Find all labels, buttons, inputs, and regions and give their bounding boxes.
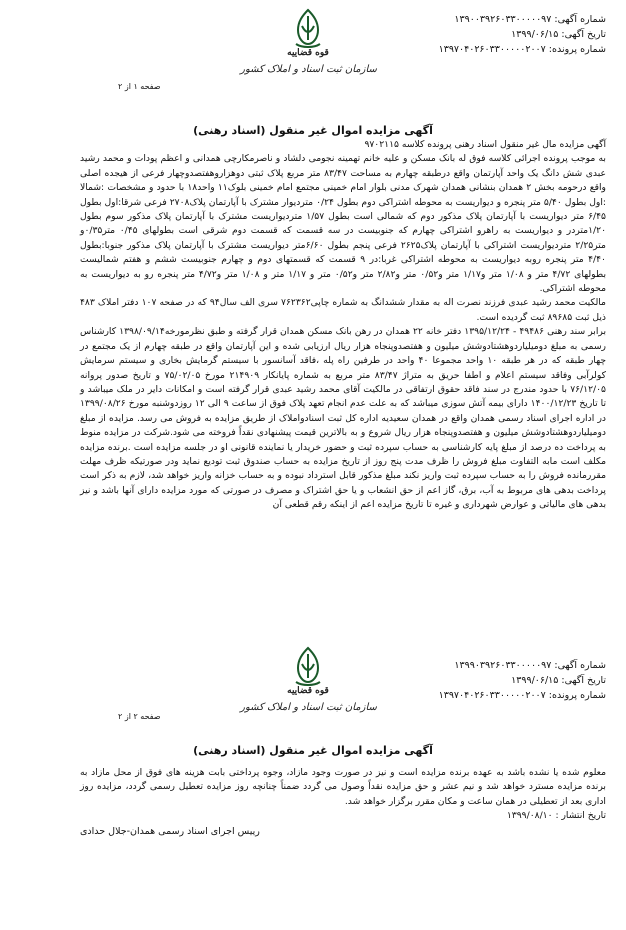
paragraph: آگهی مزایده مال غیر منقول اسناد رهنی پرونده کلاسه ۹۷۰۲۱۱۵ — [364, 139, 606, 150]
signature-line: رییس اجرای اسناد رسمی همدان-جلال حدادی — [80, 826, 260, 837]
org-name-1a: قوه قضاییه — [287, 48, 329, 58]
ad-title-1: آگهی مزایده اموال غیر منقول (اسناد رهنی) — [193, 124, 433, 137]
page-label-1: صفحه ۱ از ۲ — [118, 82, 161, 91]
reference-block-1 — [376, 12, 606, 57]
paragraph: به موجب پرونده اجرائی کلاسه فوق له بانک مسکن و علیه خانم تهمینه نجومی دلشاد و ناصرمکارچی همدانی و اعظم پودات و محمد رشید عبدی شش دانگ یک واحد آپارتمان واقع درطبقه چهارم به مساحت ۸۳/۴۷ متر مربع پلاک ثبتی دوهزاروهفتصدوچهار فرعی از هیجده اصلی واقع درحومه بخش ۲ همدان بنشانی همدان شهرک مدنی بلوار امام خمینی مجتمع امام خمینی بلوک۱۱ واحد۱۸ با حدود و مشخصات :شمالا :اول بطول ۵/۴۰ متر پنجره و دیواریست به محوطه اشتراکی دوم بطول ۰/۲۴ متردیوار مشترک با آپارتمان پلاک۲۷۰۸ فرعی شرقا:اول بطول ۶/۴۵ متر دیواریست با آپارتمان پلاک مذکور دوم که شمالی است بطول ۱/۵۷ متردیواریست مشترک با آپارتمان پلاک مذکور سوم بطول ۱/۲۰متردر و دیواریست به راهرو اشتراکی چهارم که جنوبیست در سه قسمت که قسمت دوم شرقی است بطولهای ۰/۴۵ متر۰/۳۵و متر۲/۲۵ متردیواریست اشتراکی با آپارتمان پلاک۲۶۲۵ فرعی پنجم بطول ۶/۶۰متر دیواریست مشترک با آپارتمان پلاک مذکور جنوبا:بطول ۴/۴۰ متر پنجره روبه دیواریست به محوطه اشتراکی غربا:در ۹ قسمت که قسمتهای دوم و چهارم جنوبیست ششم و هفتم شمالیست بطولهای ۴/۷۲ متر و ۱/۰۸ متر و۱/۱۷ متر و۰/۵۲ متر و۲/۸۲ متر و۰/۵۲ متر و ۱/۱۷ متر و ۱/۰۸ متر و۴/۷۲ متر پنجره رو به دیواریست به محوطه اشتراکی. — [80, 153, 607, 295]
ad-date-2: تاریخ آگهی: ۱۳۹۹/۰۶/۱۵ — [511, 675, 606, 686]
publish-date: تاریخ انتشار : ۱۳۹۹/۰۸/۱۰ — [506, 810, 606, 822]
page-label-2: صفحه ۲ از ۲ — [118, 712, 161, 721]
ad-body-1 — [80, 138, 606, 513]
paragraph: معلوم شده یا نشده باشد به عهده برنده مزایده است و نیز در صورت وجود مازاد، وجوه پرداختی بابت هزینه های فوق از محل مازاد به برنده مزایده مسترد خواهد شد و نیم عشر و حق مزایده نقداً وصول می گردد ضمناً چنانچه روز مزایده تعطیل رسمی گردد، مزایده روز اداری بعد از تعطیلی در همان ساعت و مکان مقرر برگزار خواهد شد. — [80, 767, 606, 807]
emblem-icon — [288, 644, 328, 686]
org-name-1b: سازمان ثبت اسناد و املاک کشور — [240, 64, 377, 75]
ad-number-1: شماره آگهی: ۱۳۹۰۰۳۹۲۶۰۳۳۰۰۰۰۰۹۷ — [454, 14, 606, 25]
header-2 — [0, 636, 626, 726]
ad-number-2: شماره آگهی: ۱۳۹۹۰۳۹۲۶۰۳۳۰۰۰۰۰۹۷ — [454, 660, 606, 671]
ad-date-1: تاریخ آگهی: ۱۳۹۹/۰۶/۱۵ — [511, 29, 606, 40]
reference-block-2 — [376, 658, 606, 703]
file-number-1: شماره پرونده: ۱۳۹۷۰۴۰۲۶۰۳۳۰۰۰۰۰۲۰۰۷ — [438, 44, 606, 55]
ad-title-2: آگهی مزایده اموال غیر منقول (اسناد رهنی) — [193, 744, 433, 757]
paragraph: مالکیت محمد رشید عبدی فرزند نصرت اله به مقدار ششدانگ به شماره چاپی۷۶۲۳۶۲ سری الف سال۹۴ که در صفحه ۱۰۷ دفتر املاک ۴۸۳ ذیل ثبت ۸۹۶۸۵ ثبت گردیده است. — [80, 297, 606, 323]
header-1 — [0, 0, 626, 90]
ad-body-2 — [80, 766, 606, 824]
org-name-2b: سازمان ثبت اسناد و املاک کشور — [240, 702, 377, 713]
paragraph: برابر سند رهنی ۴۹۴۸۶ - ۱۳۹۵/۱۲/۲۴ دفتر خانه ۲۲ همدان در رهن بانک مسکن همدان قرار گرفته و طبق نظرمورخه۱۳۹۸/۰۹/۱۴ کارشناس رسمی به مبلغ دومیلیاردوهشتادوشش میلیون و هفتصدوپنجاه هزار ریال ارزیابی شده و این آپارتمان واقع در طبقه چهارم از یک مجتمع در چهار طبقه که در هر طبقه ۱۰ واحد مجموعا ۴۰ واحد در طرفین راه پله ،فاقد آسانسور با سیستم گرمایش بخاری و سیستم سرمایش کولرآبی وفاقد سیستم اعلام و اطفا حریق به متراژ ۸۳/۴۷ متر مربع به شماره پایانکار ۲۱۴۹۰۹ مورخ ۷۵/۰۲/۰۵ و تاریخ صدور پروانه ۷۶/۱۲/۰۵ با حدود مندرج در سند فاقد حقوق ارتفاقی در مالکیت آقای محمد رشید عبدی قرار گرفته است و امکانات دایر در ملک میباشد و تا تاریخ ۱۴۰۰/۱۲/۲۳ دارای بیمه آتش سوزی میباشد که به علت عدم انجام تعهد پلاک فوق از ساعت ۹ الی ۱۲ روزدوشنبه مورخ ۱۳۹۹/۰۸/۲۶ در اداره اجرای اسناد رسمی همدان واقع در همدان سعیدیه اداره کل ثبت اسنادواملاک از طریق مزایده به فروش می رسد. مزایده از مبلغ دومیلیاردوهشتادوشش میلیون و هفتصدوپنجاه هزار ریال شروع و به بالاترین قیمت پیشنهادی نقداً فروخته می شود.شرکت در مزایده منوط به پرداخت ده درصد از مبلغ پایه کارشناسی به حساب سپرده ثبت و حضور خریدار یا نماینده قانونی او در جلسه مزایده است .برنده مزایده مکلف است مابه التفاوت مبلغ فروش را ظرف مدت پنج روز از تاریخ مزایده به حساب صندوق ثبت تودیع نماید ودر صورتیکه ظرف مهلت مقررمانده فروش را به حساب سپرده ثبت واریز نکند مبلغ مذکور قابل استرداد نبوده و به حساب خزانه واریز خواهد شد، لازم به ذکر است پرداخت بدهی های مربوط به آب، برق، گاز اعم از حق انشعاب و یا حق اشتراک و مصرف در صورتی که مورد مزایده دارای آنها باشد و نیز بدهی های مالیاتی و عوارض شهرداری و غیره تا تاریخ مزایده اعم از اینکه رقم قطعی آن — [80, 326, 607, 511]
file-number-2: شماره پرونده: ۱۳۹۷۰۴۰۲۶۰۳۳۰۰۰۰۰۲۰۰۷ — [438, 690, 606, 701]
org-name-2a: قوه قضاییه — [287, 686, 329, 696]
emblem-icon — [288, 6, 328, 48]
